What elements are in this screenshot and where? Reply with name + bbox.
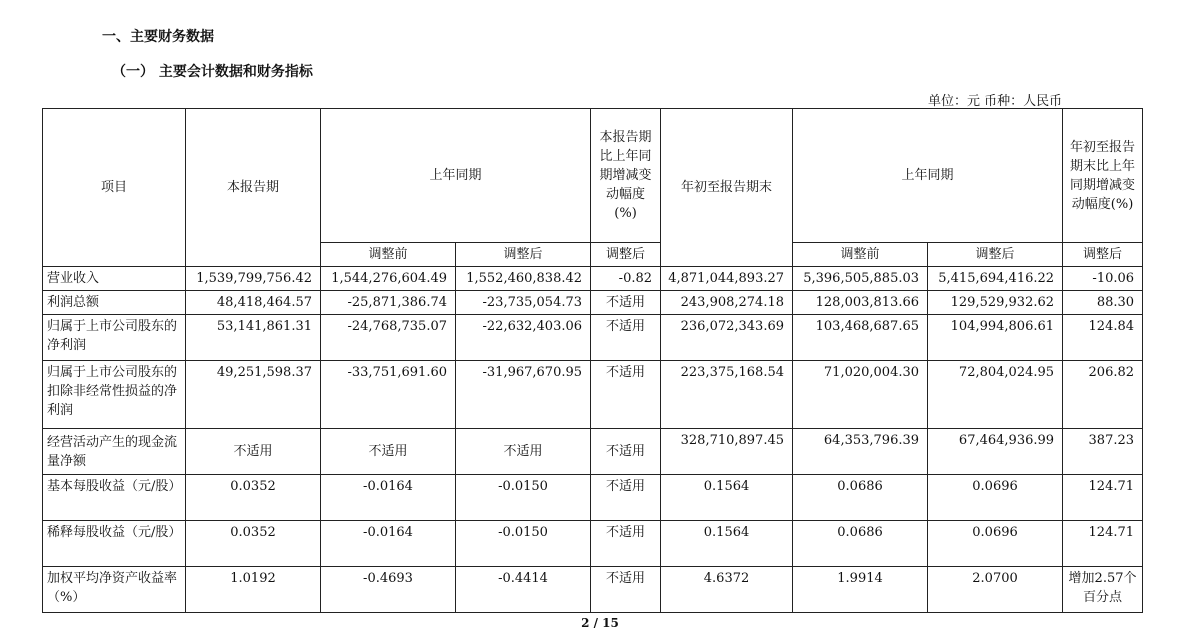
cell-ytd-before: 128,003,813.66 — [793, 291, 928, 315]
header-after-adjustment-ytd: 调整后 — [928, 243, 1063, 267]
cell-prior-after: 1,552,460,838.42 — [456, 267, 591, 291]
cell-ytd-after: 2.0700 — [928, 567, 1063, 613]
cell-ytd-before: 0.0686 — [793, 521, 928, 567]
row-label: 加权平均净资产收益率（%） — [43, 567, 186, 613]
cell-change: 不适用 — [591, 521, 661, 567]
cell-ytd-change: 124.71 — [1063, 475, 1143, 521]
header-ytd-prior: 上年同期 — [793, 109, 1063, 243]
cell-ytd-change: 88.30 — [1063, 291, 1143, 315]
cell-ytd-change: -10.06 — [1063, 267, 1143, 291]
cell-current: 1,539,799,756.42 — [186, 267, 321, 291]
cell-ytd-change: 206.82 — [1063, 361, 1143, 429]
subsection-heading: （一） 主要会计数据和财务指标 — [112, 64, 313, 80]
row-label: 稀释每股收益（元/股） — [43, 521, 186, 567]
cell-ytd-before: 103,468,687.65 — [793, 315, 928, 361]
cell-ytd-change: 387.23 — [1063, 429, 1143, 475]
table-row — [43, 361, 1143, 429]
section-heading: 一、主要财务数据 — [102, 29, 214, 45]
cell-change: 不适用 — [591, 567, 661, 613]
cell-ytd-after: 5,415,694,416.22 — [928, 267, 1063, 291]
cell-ytd: 0.1564 — [661, 521, 793, 567]
header-item: 项目 — [43, 109, 186, 267]
cell-ytd-change: 124.71 — [1063, 521, 1143, 567]
header-after-adjustment: 调整后 — [456, 243, 591, 267]
table-row — [43, 567, 1143, 613]
cell-ytd: 328,710,897.45 — [661, 429, 793, 475]
header-before-adjustment: 调整前 — [321, 243, 456, 267]
cell-ytd: 243,908,274.18 — [661, 291, 793, 315]
cell-ytd-after: 0.0696 — [928, 521, 1063, 567]
cell-current: 不适用 — [186, 429, 321, 475]
cell-change: 不适用 — [591, 291, 661, 315]
cell-prior-before: -24,768,735.07 — [321, 315, 456, 361]
cell-ytd-after: 129,529,932.62 — [928, 291, 1063, 315]
cell-prior-before: -25,871,386.74 — [321, 291, 456, 315]
cell-change: -0.82 — [591, 267, 661, 291]
cell-prior-after: -0.0150 — [456, 521, 591, 567]
cell-prior-after: -0.4414 — [456, 567, 591, 613]
cell-ytd-after: 67,464,936.99 — [928, 429, 1063, 475]
header-current-change: 本报告期比上年同期增减变动幅度(%) — [591, 109, 661, 243]
header-row-1 — [43, 109, 1143, 243]
cell-current: 0.0352 — [186, 521, 321, 567]
cell-ytd-change: 124.84 — [1063, 315, 1143, 361]
cell-prior-before: -33,751,691.60 — [321, 361, 456, 429]
header-current-period: 本报告期 — [186, 109, 321, 267]
cell-prior-after: -0.0150 — [456, 475, 591, 521]
cell-ytd-before: 0.0686 — [793, 475, 928, 521]
cell-prior-after: -22,632,403.06 — [456, 315, 591, 361]
cell-ytd: 4,871,044,893.27 — [661, 267, 793, 291]
cell-prior-after: -31,967,670.95 — [456, 361, 591, 429]
financial-data-table — [42, 108, 1143, 613]
row-label: 营业收入 — [43, 267, 186, 291]
cell-change: 不适用 — [591, 475, 661, 521]
cell-ytd-before: 5,396,505,885.03 — [793, 267, 928, 291]
cell-ytd-after: 0.0696 — [928, 475, 1063, 521]
header-ytd: 年初至报告期末 — [661, 109, 793, 267]
row-label: 利润总额 — [43, 291, 186, 315]
header-after-adjustment-change: 调整后 — [591, 243, 661, 267]
cell-ytd-after: 104,994,806.61 — [928, 315, 1063, 361]
row-label: 归属于上市公司股东的净利润 — [43, 315, 186, 361]
cell-change: 不适用 — [591, 315, 661, 361]
cell-prior-before: -0.0164 — [321, 475, 456, 521]
cell-ytd-before: 1.9914 — [793, 567, 928, 613]
cell-current: 53,141,861.31 — [186, 315, 321, 361]
row-label: 基本每股收益（元/股） — [43, 475, 186, 521]
cell-prior-before: -0.0164 — [321, 521, 456, 567]
header-ytd-change: 年初至报告期末比上年同期增减变动幅度(%) — [1063, 109, 1143, 243]
cell-current: 49,251,598.37 — [186, 361, 321, 429]
cell-prior-before: 不适用 — [321, 429, 456, 475]
cell-prior-before: -0.4693 — [321, 567, 456, 613]
table-row — [43, 521, 1143, 567]
cell-change: 不适用 — [591, 361, 661, 429]
cell-prior-after: 不适用 — [456, 429, 591, 475]
cell-current: 48,418,464.57 — [186, 291, 321, 315]
cell-ytd: 4.6372 — [661, 567, 793, 613]
cell-ytd-before: 64,353,796.39 — [793, 429, 928, 475]
row-label: 归属于上市公司股东的扣除非经常性损益的净利润 — [43, 361, 186, 429]
cell-ytd-change: 增加2.57个百分点 — [1063, 567, 1143, 613]
cell-ytd-before: 71,020,004.30 — [793, 361, 928, 429]
cell-ytd: 236,072,343.69 — [661, 315, 793, 361]
cell-change: 不适用 — [591, 429, 661, 475]
cell-current: 0.0352 — [186, 475, 321, 521]
table-row — [43, 429, 1143, 475]
header-before-adjustment-ytd: 调整前 — [793, 243, 928, 267]
unit-note: 单位：元 币种：人民币 — [928, 94, 1063, 109]
page-number: 2 / 15 — [581, 616, 619, 630]
table-row — [43, 291, 1143, 315]
cell-prior-after: -23,735,054.73 — [456, 291, 591, 315]
cell-ytd-after: 72,804,024.95 — [928, 361, 1063, 429]
header-prior-same-period: 上年同期 — [321, 109, 591, 243]
cell-ytd: 223,375,168.54 — [661, 361, 793, 429]
table-row — [43, 475, 1143, 521]
cell-prior-before: 1,544,276,604.49 — [321, 267, 456, 291]
table-row — [43, 267, 1143, 291]
row-label: 经营活动产生的现金流量净额 — [43, 429, 186, 475]
header-after-adjustment-ytd-change: 调整后 — [1063, 243, 1143, 267]
table-row — [43, 315, 1143, 361]
cell-current: 1.0192 — [186, 567, 321, 613]
cell-ytd: 0.1564 — [661, 475, 793, 521]
